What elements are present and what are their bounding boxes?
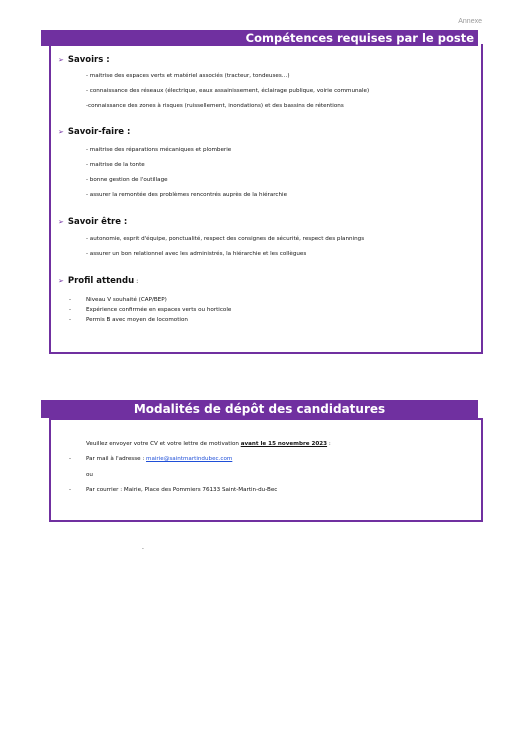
- savoir-faire-item: - assurer la remontée des problèmes rencontrés auprès de la hiérarchie: [86, 192, 288, 198]
- savoirs-item: -connaissance des zones à risques (ruissellement, inondations) et des bassins de rétentions: [86, 103, 344, 109]
- savoir-faire-item: - maitrise des réparations mécaniques et plomberie: [86, 147, 232, 153]
- profil-item: Expérience confirmée en espaces verts ou horticole: [86, 307, 232, 313]
- profil-item: Niveau V souhaité (CAP/BEP): [86, 297, 167, 303]
- savoir-faire-item: - bonne gestion de l'outillage: [86, 177, 168, 183]
- arrow-bullet-icon: ➢: [58, 277, 64, 285]
- arrow-bullet-icon: ➢: [58, 218, 64, 226]
- heading-savoirs: ➢ Savoirs :: [58, 55, 110, 65]
- savoirs-item: - connaissance des réseaux (électrique, eaux assainissement, éclairage publique, voirie communale): [86, 88, 370, 94]
- courrier-line: Par courrier : Mairie, Place des Pommiers 76133 Saint-Martin-du-Bec: [86, 487, 278, 493]
- savoir-etre-item: - autonomie, esprit d'équipe, ponctualité, respect des consignes de sécurité, respect des plannings: [86, 236, 365, 242]
- arrow-bullet-icon: ➢: [58, 56, 64, 64]
- modalites-box: [49, 418, 483, 522]
- heading-savoir-etre: ➢ Savoir être :: [58, 217, 128, 227]
- profil-item: Permis B avec moyen de locomotion: [86, 317, 188, 323]
- heading-savoir-faire: ➢ Savoir-faire :: [58, 127, 131, 137]
- savoir-etre-item: - assurer un bon relationnel avec les administrés, la hiérarchie et les collègues: [86, 251, 307, 257]
- arrow-bullet-icon: ➢: [58, 128, 64, 136]
- ou-text: ou: [86, 472, 93, 478]
- intro-line: Veuillez envoyer votre CV et votre lettre de motivation avant le 15 novembre 2023 :: [86, 441, 331, 447]
- dash-bullet: -: [69, 456, 72, 462]
- section-title-modalites: Modalités de dépôt des candidatures: [41, 400, 478, 418]
- mail-line: Par mail à l'adresse : mairie@saintmartindubec.com: [86, 456, 233, 462]
- dash-bullet: -: [69, 307, 72, 313]
- dash-bullet: -: [69, 317, 72, 323]
- stray-mark: .: [142, 544, 144, 551]
- dash-bullet: -: [69, 487, 72, 493]
- heading-profil: ➢ Profil attendu :: [58, 276, 139, 286]
- annexe-label: Annexe: [458, 18, 482, 25]
- section-title-competences: Compétences requises par le poste: [41, 30, 478, 46]
- email-link[interactable]: mairie@saintmartindubec.com: [146, 456, 233, 462]
- savoirs-item: - maitrise des espaces verts et matériel associés (tracteur, tondeuses…): [86, 73, 290, 79]
- deadline-date: avant le 15 novembre 2023: [240, 441, 328, 447]
- dash-bullet: -: [69, 297, 72, 303]
- savoir-faire-item: - maitrise de la tonte: [86, 162, 145, 168]
